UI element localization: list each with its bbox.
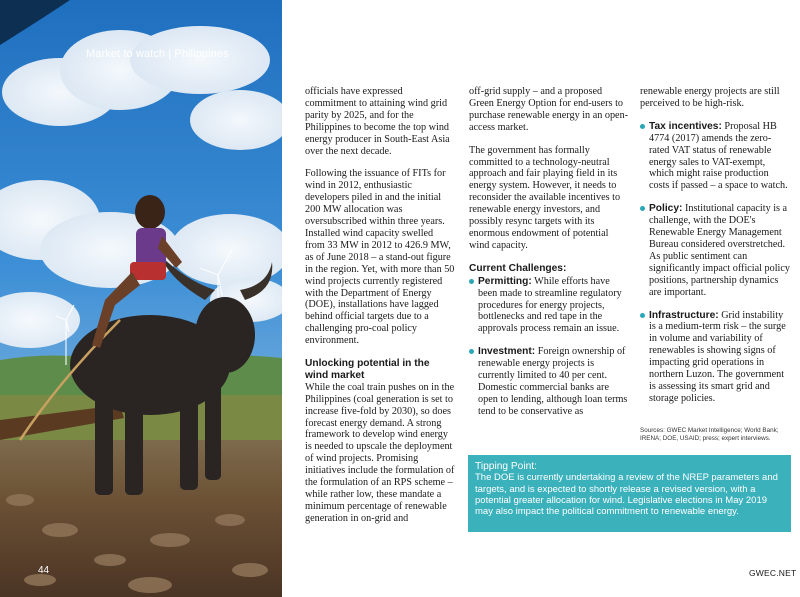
bullet-title: Permitting:: [478, 275, 532, 287]
bullet-item-investment: [469, 346, 629, 417]
bullet-dot-icon: [640, 206, 645, 211]
bullet-item-tax-incentives: [640, 121, 790, 192]
paragraph: off-grid supply – and a proposed Green Energy Option for end-users to purchase renewable energy in an open-access market.: [469, 86, 629, 133]
tipping-point-box: [468, 455, 791, 532]
subheading: Current Challenges:: [469, 262, 567, 274]
paragraph: renewable energy projects are still perceived to be high-risk.: [640, 86, 780, 109]
photo-illustration: [0, 0, 282, 597]
bullet-title: Policy:: [649, 203, 683, 215]
sources-note: Sources: GWEC Market Intelligence; World Bank; IRENA; DOE, USAID; press; expert interviews.: [640, 427, 779, 442]
bullet-title: Investment:: [478, 346, 536, 358]
section-label: Market to watch | Philippines: [86, 48, 229, 60]
text-column-3: [640, 86, 790, 405]
footer-brand: GWEC.NET: [749, 568, 797, 578]
bullet-item-infrastructure: [640, 310, 790, 405]
bullet-text: While efforts have been made to streamline regulatory procedures for energy projects, bottlenecks and red tape in the approvals process remain an issue.: [478, 275, 622, 335]
bullet-title: Tax incentives:: [649, 120, 722, 132]
text-column-1: [305, 86, 455, 525]
bullet-text: Grid instability is a medium-term risk – the surge in volume and variability of renewables is showing signs of impacting grid operations in northern Luzon. The government is assessing its smart grid and storage policies.: [649, 309, 786, 404]
bullet-text: Institutional capacity is a challenge, with the DOE's Renewable Energy Management Bureau considered overstretched. As public sentiment can significantly impact official policy positions, partnership dynamics are important.: [649, 203, 790, 298]
paragraph: Following the issuance of FITs for wind in 2012, enthusiastic developers piled in and the initial 200 MW allocation was oversubscribed within three years. Installed wind capacity swelled from 33 MW in 2012 to 426.9 MW, as of June 2018 – a stand-out figure in the region. Yet, with more than 50 wind projects currently registered with the Department of Energy (DOE), installations have lagged behind official targets due to a challenging pro-coal policy environment.: [305, 168, 455, 347]
bullet-dot-icon: [640, 124, 645, 129]
text-column-2: [469, 86, 629, 418]
bullet-text: Proposal HB 4774 (2017) amends the zero-rated VAT status of renewable energy sales to VAT-exempt, which might raise production costs if passed – a space to watch.: [649, 120, 788, 192]
bullet-dot-icon: [469, 349, 474, 354]
paragraph: While the coal train pushes on in the Philippines (coal generation is set to increase five-fold by 2030), so does forecast energy demand. A strong framework to develop wind energy is needed to upscale the deployment of wind projects. Promising initiatives include the formulation of the formulation of an RPS scheme – while rather low, these mandate a minimum percentage of renewable generation in on-grid and: [305, 381, 455, 524]
bullet-dot-icon: [640, 313, 645, 318]
tipping-point-title: Tipping Point:: [475, 461, 537, 472]
bullet-title: Infrastructure:: [649, 309, 719, 321]
paragraph: officials have expressed commitment to attaining wind grid parity by 2025, and for the Philippines to become the top wind energy producer in South-East Asia over the next decade.: [305, 86, 450, 157]
bullet-dot-icon: [469, 279, 474, 284]
bullet-item-permitting: [469, 276, 629, 336]
tipping-point-text: The DOE is currently undertaking a review of the NREP parameters and targets, and is expected to shortly release a revised version, with a potential greater allocation for wind. Legislative elections in May 2019 may also impact the political commitment to renewable energy.: [475, 472, 778, 518]
bullet-item-policy: [640, 203, 790, 298]
paragraph: The government has formally committed to a technology-neutral approach and fair playing field in its energy system. However, it needs to reconsider the available incentives to renewable energy investors, and possibly resync targets with its enormous endowment of potential wind capacity.: [469, 144, 621, 251]
page-number: 44: [38, 565, 50, 576]
cover-photo: [0, 0, 282, 597]
bullet-text: Foreign ownership of renewable energy projects is currently limited to 40 per cent. Domestic commercial banks are open to lending, although loan terms tend to be conservative as: [478, 346, 628, 417]
subheading: Unlocking potential in the wind market: [305, 358, 430, 381]
